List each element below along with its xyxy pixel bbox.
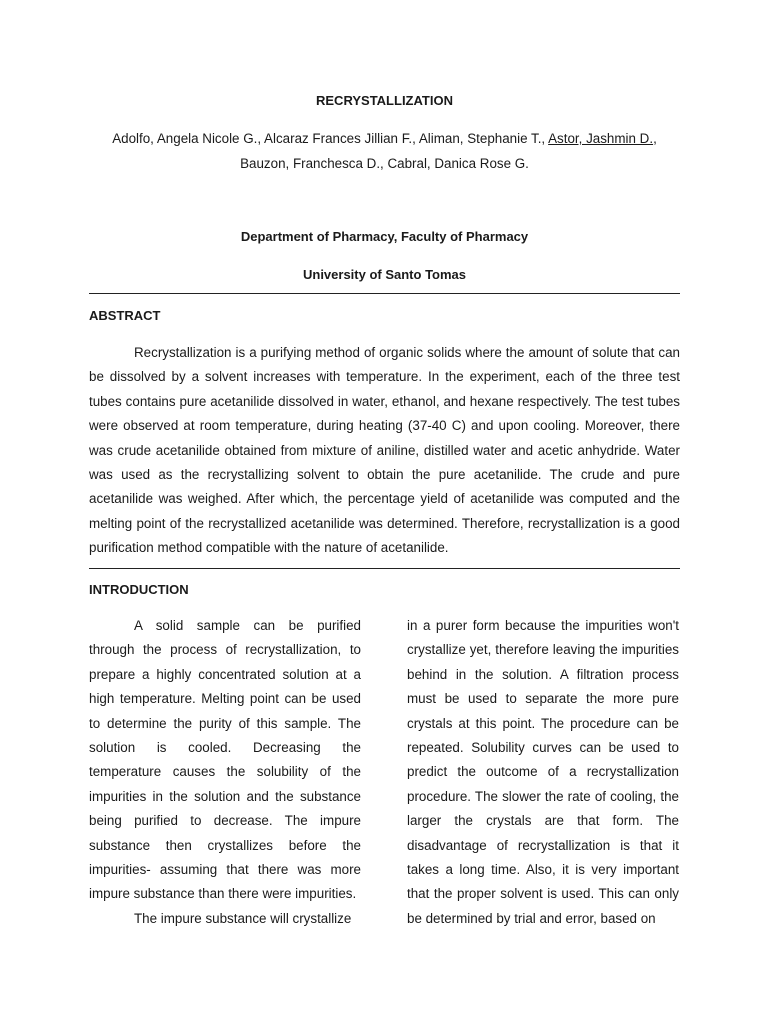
intro-column-right (407, 614, 679, 931)
author-list (89, 126, 680, 176)
abstract-body (89, 341, 680, 561)
abstract-heading: ABSTRACT (89, 308, 161, 323)
university: University of Santo Tomas (302, 267, 466, 282)
authors-line-2: Bauzon, Franchesca D., Cabral, Danica Rose G. (240, 156, 529, 171)
intro-left-paragraph-2: The impure substance will crystallize (134, 910, 352, 926)
intro-column-left (89, 614, 361, 931)
department: Department of Pharmacy, Faculty of Pharmacy (240, 229, 529, 244)
authors-underlined: Astor, Jashmin D. (548, 131, 654, 146)
intro-right-paragraph: in a purer form because the impurities won't crystallize yet, therefore leaving the impurities behind in the solution. A filtration process must be used to separate the more pure crystals at this point. The procedure can be repeated. Solubility curves can be used to predict the outcome of a recrystallization procedure. The slower the rate of cooling, the larger the crystals are that form. The disadvantage of recrystallization is that it takes a long time. Also, it is very important that the proper solvent is used. This can only be determined by trial and error, based on (407, 618, 679, 926)
introduction-heading: INTRODUCTION (89, 582, 189, 597)
authors-part-2: , (653, 131, 657, 146)
authors-part-1: Adolfo, Angela Nicole G., Alcaraz Frances Jillian F., Aliman, Stephanie T., (112, 131, 549, 146)
paper-title: RECRYSTALLIZATION (316, 93, 453, 108)
intro-left-paragraph-1: A solid sample can be purified through the process of recrystallization, to prepare a highly concentrated solution at a high temperature. Melting point can be used to determine the purity of this sample. The solution is cooled. Decreasing the temperature causes the solubility of the impurities in the solution and the substance being purified to decrease. The impure substance then crystallizes before the impurities- assuming that there was more impure substance than there were impurities. (89, 618, 361, 902)
divider-top (89, 293, 680, 294)
divider-middle (89, 568, 680, 569)
abstract-paragraph: Recrystallization is a purifying method of organic solids where the amount of solute that can be dissolved by a solvent increases with temperature. In the experiment, each of the three test tubes contains pure acetanilide dissolved in water, ethanol, and hexane respectively. The test tubes were observed at room temperature, during heating (37-40 C) and upon cooling. Moreover, there was crude acetanilide obtained from mixture of aniline, distilled water and acetic anhydride. Water was used as the recrystallizing solvent to obtain the pure acetanilide. The crude and pure acetanilide was weighed. After which, the percentage yield of acetanilide was computed and the melting point of the recrystallized acetanilide was determined. Therefore, recrystallization is a good purification method compatible with the nature of acetanilide. (89, 345, 680, 556)
